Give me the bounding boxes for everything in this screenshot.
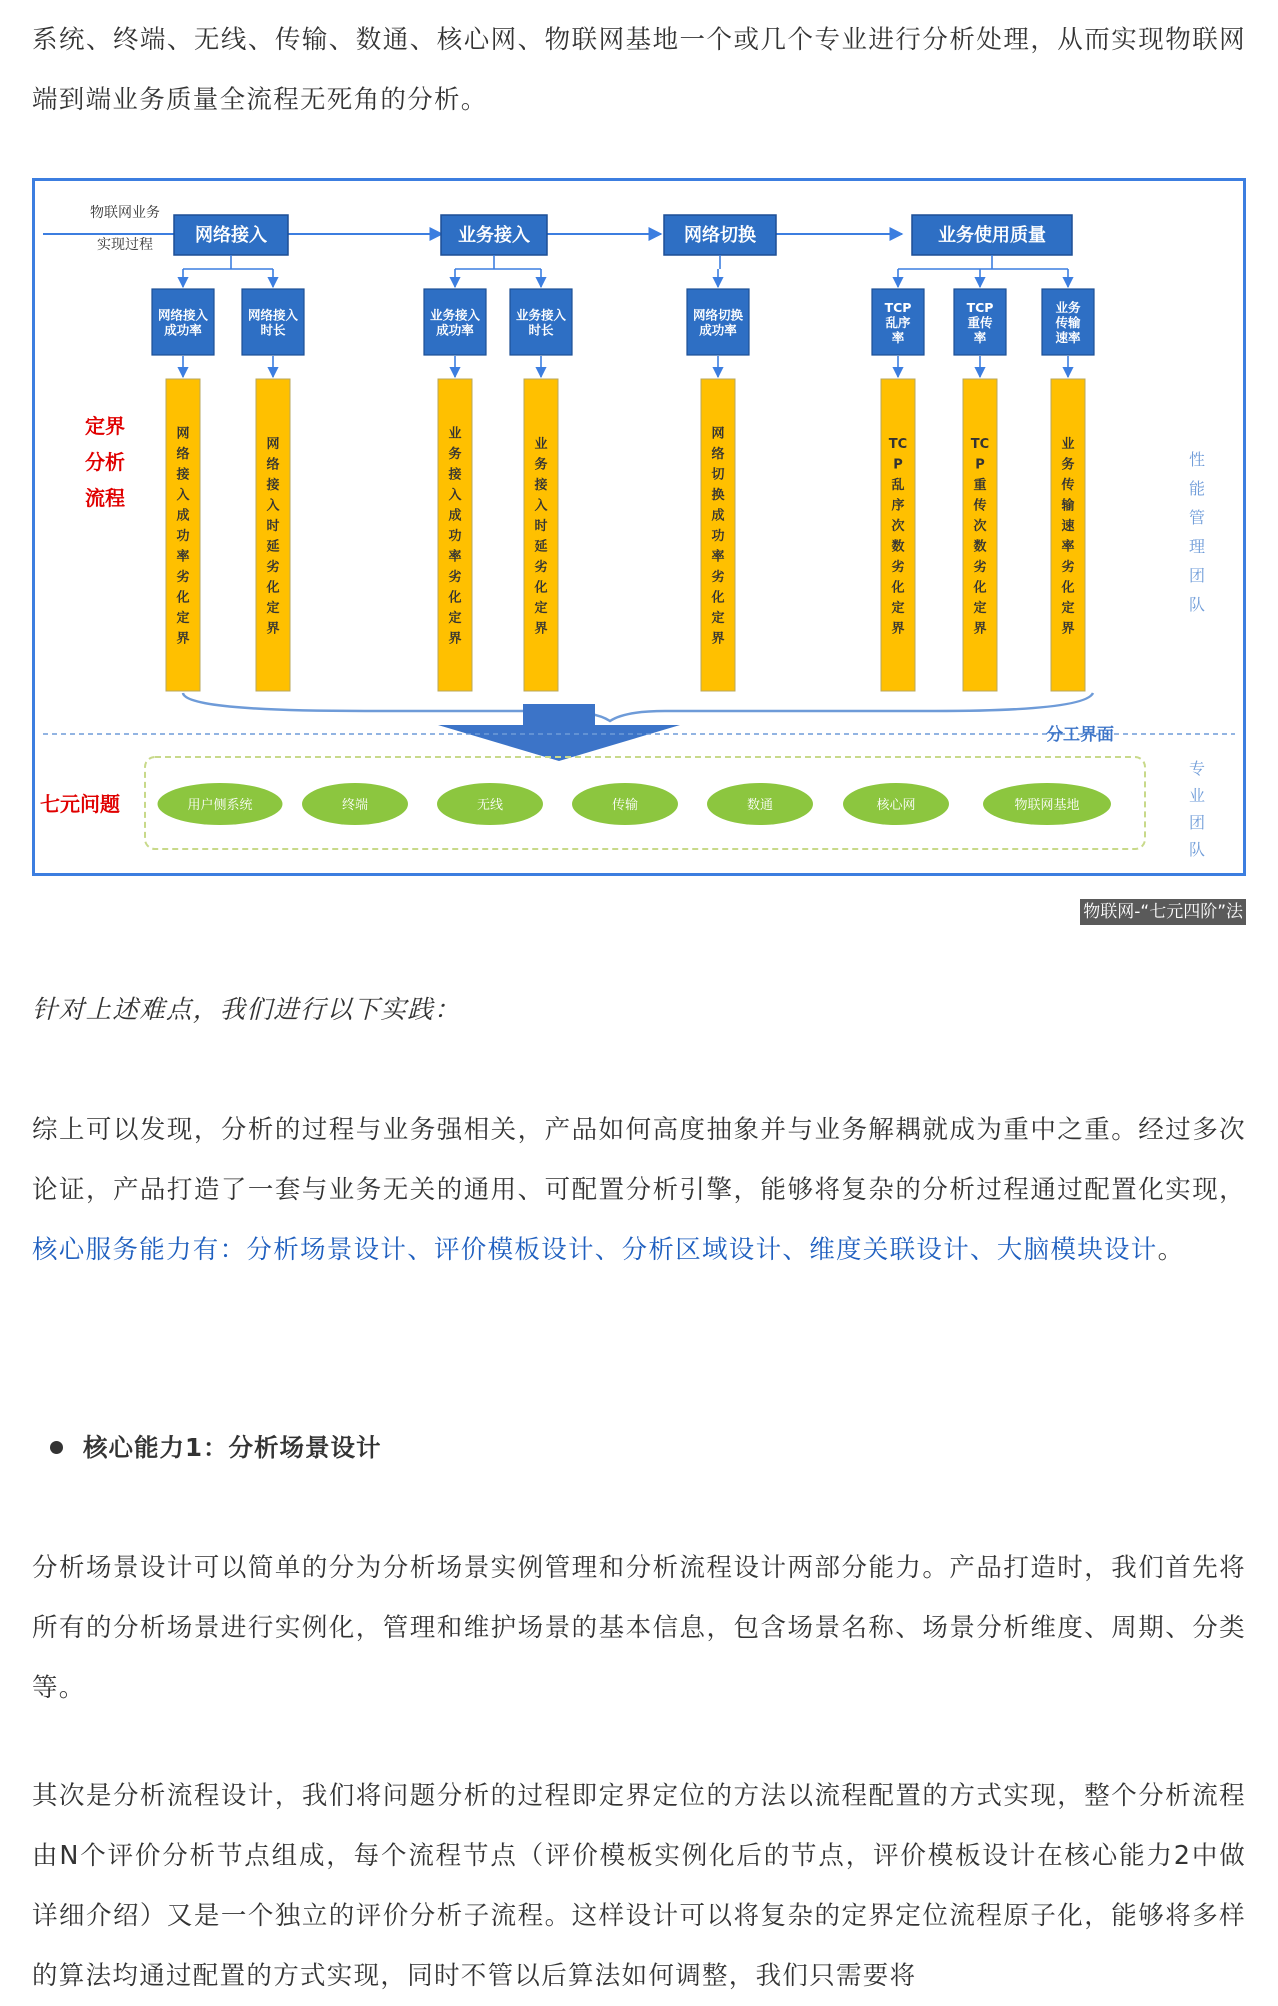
- metric-label-6-line-1: TCP: [884, 300, 912, 315]
- bar-6-char-7: 劣: [891, 559, 905, 575]
- bar-4-char-6: 延: [534, 539, 548, 555]
- bar-8-char-1: 业: [1061, 436, 1075, 452]
- bar-8-char-7: 劣: [1061, 559, 1075, 575]
- bar-8-char-6: 率: [1061, 539, 1075, 555]
- bar-3-char-5: 成: [448, 508, 462, 524]
- core-capabilities-link[interactable]: 核心服务能力有：分析场景设计、评价模板设计、分析区域设计、维度关联设计、大脑模块设计: [32, 1235, 1158, 1265]
- bar-5-char-5: 成: [711, 508, 725, 524]
- bullet-core-capability-1: [50, 1425, 382, 1471]
- right-bottom-char-3: 团: [1188, 813, 1206, 832]
- bar-2-char-3: 接: [266, 477, 280, 493]
- left-label-top-1: 定界: [85, 414, 125, 438]
- stage-label-3: 网络切换: [684, 225, 756, 246]
- bar-2-char-5: 时: [266, 518, 280, 534]
- bar-6-char-6: 数: [891, 539, 905, 555]
- bar-1-char-9: 化: [176, 590, 190, 606]
- scene-paragraph: 分析场景设计可以简单的分为分析场景实例管理和分析流程设计两部分能力。产品打造时，我们首先将所有的分析场景进行实例化，管理和维护场景的基本信息，包含场景名称、场景分析维度、周期、分类等。: [32, 1553, 1246, 1703]
- bar-3-char-9: 化: [448, 590, 462, 606]
- process-label-line2: 实现过程: [97, 237, 153, 253]
- bar-3-char-7: 率: [448, 549, 462, 565]
- bar-8: [1051, 379, 1085, 691]
- bar-1-char-10: 定: [176, 611, 190, 626]
- bar-1-char-1: 网: [176, 426, 190, 442]
- bar-5-char-1: 网: [711, 426, 725, 442]
- bar-5-char-4: 换: [711, 488, 725, 503]
- bar-3-char-11: 界: [448, 631, 462, 647]
- right-top-char-2: 能: [1188, 479, 1206, 498]
- bar-3-char-3: 接: [448, 467, 462, 483]
- bullet-title: 核心能力1：分析场景设计: [83, 1433, 382, 1462]
- bar-6-char-8: 化: [891, 580, 905, 596]
- figure-caption: 物联网-“七元四阶”法: [1080, 899, 1246, 925]
- bar-6: [881, 379, 915, 691]
- metric-label-1-line-2: 成功率: [164, 322, 202, 338]
- practice-heading: 针对上述难点，我们进行以下实践：: [32, 995, 461, 1025]
- element-label-3: 无线: [476, 798, 504, 813]
- bar-2-char-1: 网: [266, 436, 280, 452]
- bar-7: [963, 379, 997, 691]
- metric-label-8-line-1: 业务: [1055, 300, 1081, 315]
- bar-8-char-3: 传: [1061, 477, 1075, 493]
- bar-7-char-5: 次: [973, 518, 987, 534]
- bar-4-char-9: 定: [534, 600, 548, 616]
- right-top-char-1: 性: [1188, 450, 1206, 469]
- bar-6-char-2: P: [893, 457, 903, 473]
- bar-1-char-6: 功: [176, 529, 190, 544]
- bar-5-char-3: 切: [711, 467, 725, 483]
- metric-label-2-line-2: 时长: [260, 322, 286, 338]
- bar-6-char-4: 序: [891, 498, 905, 514]
- merge-bracket: [183, 693, 1093, 721]
- bar-2: [256, 379, 290, 691]
- left-label-top-2: 分析: [85, 450, 125, 474]
- bar-8-char-8: 化: [1061, 580, 1075, 596]
- metric-label-2-line-1: 网络接入: [247, 307, 299, 323]
- bar-1-char-4: 入: [176, 488, 190, 503]
- metric-label-4-line-2: 时长: [528, 322, 554, 338]
- metric-label-3-line-1: 业务接入: [429, 307, 481, 323]
- division-label: 分工界面: [1046, 725, 1114, 745]
- element-label-6: 核心网: [876, 798, 916, 813]
- right-bottom-char-4: 队: [1188, 840, 1206, 859]
- metric-label-6-line-3: 率: [891, 330, 905, 345]
- bar-3-char-2: 务: [448, 447, 462, 462]
- bar-2-char-2: 络: [266, 457, 280, 473]
- element-label-7: 物联网基地: [1014, 798, 1080, 813]
- bar-8-char-10: 界: [1061, 621, 1075, 637]
- bar-7-char-8: 化: [973, 580, 987, 596]
- element-label-4: 传输: [611, 798, 639, 813]
- bar-1-char-11: 界: [176, 631, 190, 647]
- bar-7-char-4: 传: [973, 498, 987, 514]
- flow-paragraph: 其次是分析流程设计，我们将问题分析的过程即定界定位的方法以流程配置的方式实现，整个分析流程由N个评价分析节点组成，每个流程节点（评价模板实例化后的节点，评价模板设计在核心能力2中做详细介绍）又是一个独立的评价分析子流程。这样设计可以将复杂的定界定位流程原子化，能够将多样的算法均通过配置的方式实现，同时不管以后算法如何调整，我们只需要将: [32, 1781, 1246, 1991]
- process-diagram: [35, 181, 1243, 873]
- bar-1-char-2: 络: [176, 447, 190, 462]
- bar-4-char-5: 时: [534, 518, 548, 534]
- stage-label-2: 业务接入: [458, 225, 530, 246]
- bar-8-char-9: 定: [1061, 600, 1075, 616]
- bar-4-char-10: 界: [534, 621, 548, 637]
- bar-1-char-8: 劣: [176, 570, 190, 585]
- stage-label-4: 业务使用质量: [938, 225, 1046, 246]
- bar-2-char-9: 定: [266, 600, 280, 616]
- bar-4-char-1: 业: [534, 436, 548, 452]
- bar-5-char-10: 定: [711, 611, 725, 626]
- bar-8-char-4: 输: [1061, 498, 1075, 514]
- metric-label-7-line-3: 率: [973, 330, 987, 345]
- bar-7-char-10: 界: [973, 621, 987, 637]
- right-top-char-6: 队: [1188, 595, 1206, 614]
- metric-label-8-line-2: 传输: [1055, 315, 1081, 330]
- intro-paragraph: 系统、终端、无线、传输、数通、核心网、物联网基地一个或几个专业进行分析处理，从而实现物联网端到端业务质量全流程无死角的分析。: [32, 25, 1246, 115]
- summary-paragraph: [32, 1100, 1246, 1280]
- right-top-char-3: 管: [1188, 508, 1206, 527]
- bar-2-char-4: 入: [266, 498, 280, 514]
- metric-label-5-line-1: 网络切换: [692, 307, 744, 323]
- seven-element-four-stage-figure: [32, 178, 1246, 876]
- bar-1-char-7: 率: [176, 549, 190, 565]
- bar-3-char-4: 入: [448, 488, 462, 503]
- bar-2-char-7: 劣: [266, 559, 280, 575]
- bar-5-char-6: 功: [711, 529, 725, 544]
- right-top-char-5: 团: [1188, 566, 1206, 585]
- summary-end: 。: [1157, 1235, 1185, 1265]
- bar-6-char-10: 界: [891, 621, 905, 637]
- metric-label-6-line-2: 乱序: [885, 315, 911, 330]
- bar-3-char-1: 业: [448, 426, 462, 442]
- bar-5-char-11: 界: [711, 631, 725, 647]
- metric-label-4-line-1: 业务接入: [515, 307, 567, 323]
- bar-4-char-8: 化: [534, 580, 548, 596]
- bar-7-char-2: P: [975, 457, 985, 473]
- process-label-line1: 物联网业务: [90, 205, 160, 221]
- metric-label-3-line-2: 成功率: [436, 322, 474, 338]
- left-label-bottom: 七元问题: [40, 792, 120, 816]
- bar-8-char-2: 务: [1061, 457, 1075, 473]
- bar-5-char-2: 络: [711, 447, 725, 462]
- left-label-top-3: 流程: [85, 486, 125, 510]
- summary-text: 综上可以发现，分析的过程与业务强相关，产品如何高度抽象并与业务解耦就成为重中之重。经过多次论证，产品打造了一套与业务无关的通用、可配置分析引擎，能够将复杂的分析过程通过配置化实现，: [32, 1115, 1246, 1205]
- metric-label-7-line-1: TCP: [966, 300, 994, 315]
- bar-6-char-9: 定: [891, 600, 905, 616]
- bar-4-char-4: 入: [534, 498, 548, 514]
- bar-3-char-6: 功: [448, 529, 462, 544]
- metric-label-7-line-2: 重传: [967, 315, 993, 330]
- stage-label-1: 网络接入: [195, 225, 267, 246]
- bar-7-char-6: 数: [973, 539, 987, 555]
- bar-6-char-5: 次: [891, 518, 905, 534]
- bar-7-char-3: 重: [973, 477, 987, 493]
- bar-6-char-3: 乱: [891, 477, 905, 493]
- bar-5-char-7: 率: [711, 549, 725, 565]
- element-label-1: 用户侧系统: [187, 798, 253, 813]
- bar-1-char-5: 成: [176, 508, 190, 524]
- bar-3-char-10: 定: [448, 611, 462, 626]
- bar-4: [524, 379, 558, 691]
- bar-4-char-3: 接: [534, 477, 548, 493]
- bar-7-char-1: TC: [970, 436, 990, 452]
- bar-2-char-6: 延: [266, 539, 280, 555]
- metric-label-5-line-2: 成功率: [699, 322, 737, 338]
- bar-4-char-7: 劣: [534, 559, 548, 575]
- element-label-5: 数通: [746, 798, 774, 813]
- bar-1-char-3: 接: [176, 467, 190, 483]
- element-label-2: 终端: [341, 798, 369, 813]
- right-top-char-4: 理: [1188, 537, 1206, 556]
- bar-6-char-1: TC: [888, 436, 908, 452]
- bar-5-char-8: 劣: [711, 570, 725, 585]
- metric-label-8-line-3: 速率: [1055, 330, 1081, 345]
- bar-3-char-8: 劣: [448, 570, 462, 585]
- bar-5-char-9: 化: [711, 590, 725, 606]
- bar-8-char-5: 速: [1061, 518, 1075, 534]
- bar-2-char-10: 界: [266, 621, 280, 637]
- bar-4-char-2: 务: [534, 457, 548, 473]
- bar-7-char-9: 定: [973, 600, 987, 616]
- bar-2-char-8: 化: [266, 580, 280, 596]
- right-bottom-char-1: 专: [1188, 759, 1206, 778]
- bullet-icon: [50, 1441, 63, 1454]
- metric-label-1-line-1: 网络接入: [157, 307, 209, 323]
- right-bottom-char-2: 业: [1188, 786, 1206, 805]
- bar-7-char-7: 劣: [973, 559, 987, 575]
